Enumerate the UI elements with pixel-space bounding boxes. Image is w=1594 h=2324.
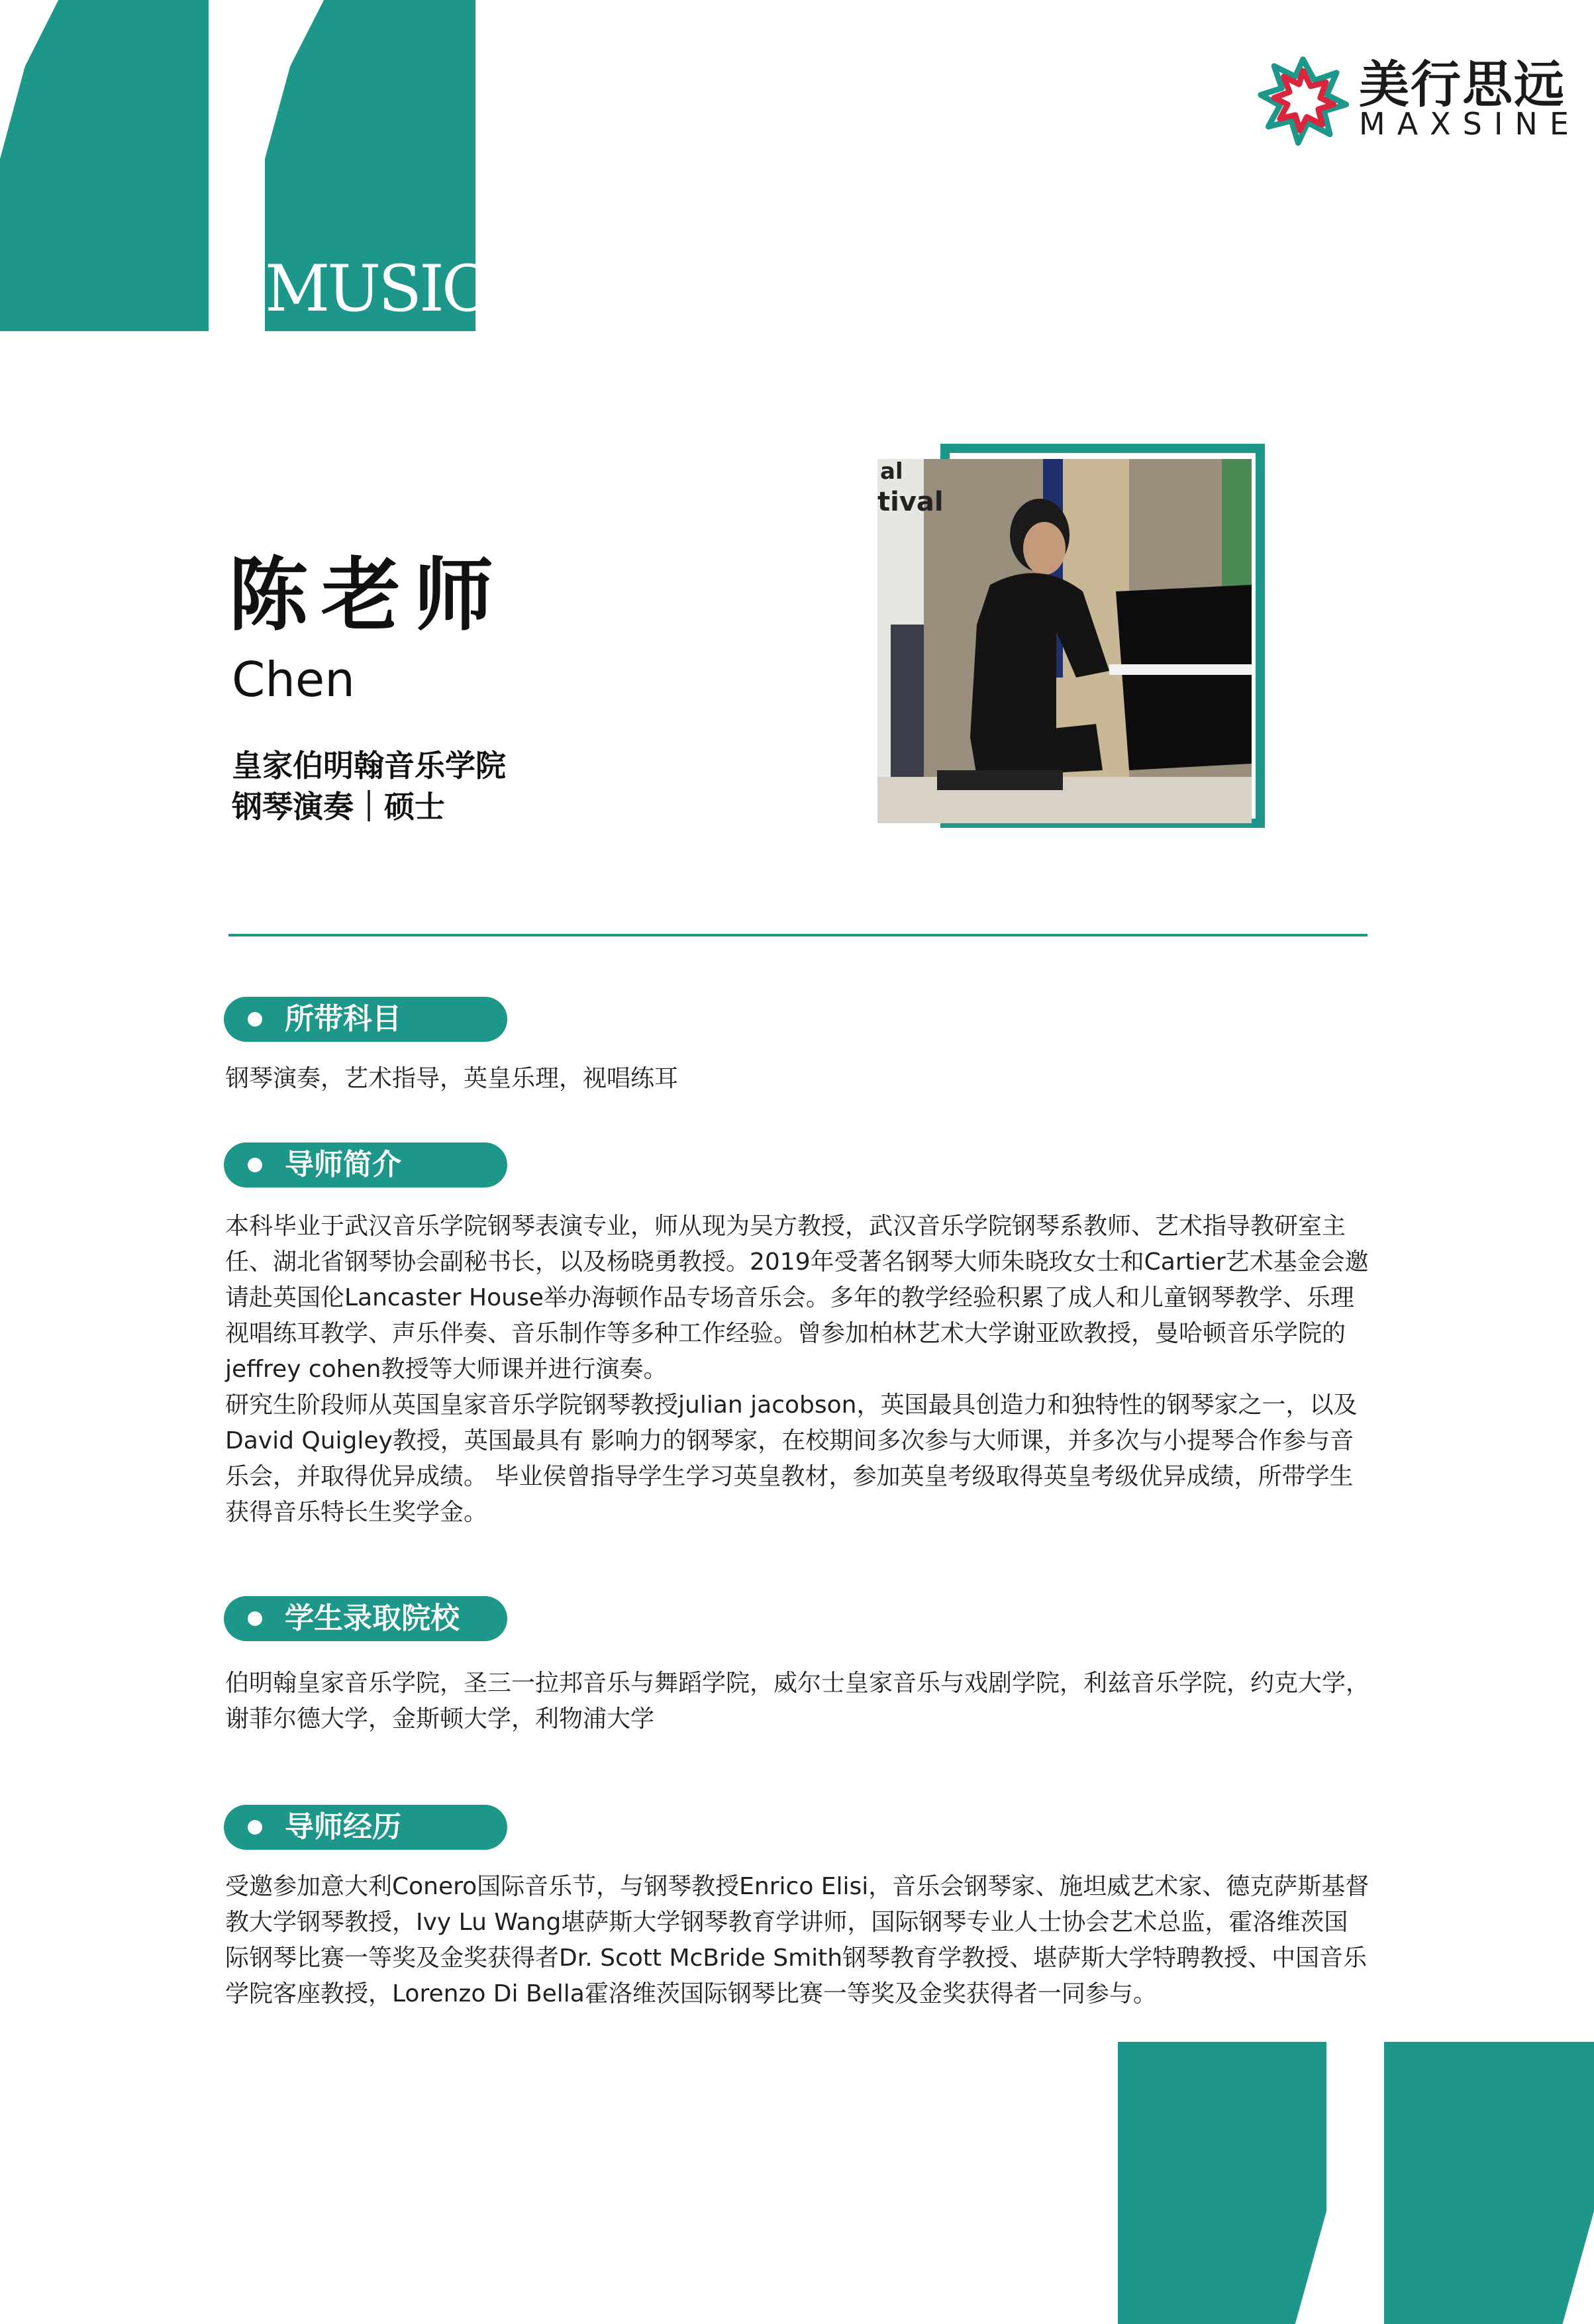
teacher-credentials (232, 745, 506, 827)
section-header-subjects (224, 997, 507, 1042)
quote-mark-right-2 (1384, 2042, 1594, 2324)
section-header-experience (224, 1805, 507, 1850)
photo-caption-line-1: al (880, 459, 903, 485)
teacher-degree: 钢琴演奏｜硕士 (232, 789, 445, 825)
quote-mark-left-1 (0, 0, 209, 331)
quote-mark-right-1 (1118, 2042, 1326, 2324)
teacher-name-en: Chen (232, 652, 355, 707)
section-title: 所带科目 (285, 1002, 401, 1036)
music-label: MUSIC (265, 252, 488, 326)
bullet-dot (248, 1158, 262, 1172)
bullet-dot (248, 1012, 262, 1027)
photo-caption-line-2: tival (877, 487, 944, 517)
teacher-school: 皇家伯明翰音乐学院 (232, 748, 506, 783)
divider-line (228, 934, 1368, 936)
subjects-text: 钢琴演奏，艺术指导，英皇乐理，视唱练耳 (225, 1065, 679, 1092)
section-title: 导师经历 (285, 1810, 401, 1844)
section-title: 学生录取院校 (285, 1601, 460, 1635)
teacher-name-cn: 陈老师 (228, 550, 507, 642)
bullet-dot (248, 1611, 262, 1626)
logo-text-en: MAXSINE (1359, 106, 1581, 142)
section-header-intro (224, 1142, 507, 1187)
pianist-illustration (877, 459, 1252, 823)
experience-text: 受邀参加意大利Conero国际音乐节，与钢琴教授Enrico Elisi，音乐会钢琴家、施坦威艺术家、德克萨斯基督教大学钢琴教授，Ivy Lu Wang堪萨斯大学钢琴教育学讲师，国际钢琴专业人士协会艺术总监，霍洛维茨国际钢琴比赛一等奖及金奖获得者Dr. Scott McBride Smith钢琴教育学教授、堪萨斯大学特聘教授、中国音乐学院客座教授，Lorenzo Di Bella霍洛维茨国际钢琴比赛一等奖及金奖获得者一同参与。 (225, 1873, 1370, 2007)
bullet-dot (248, 1820, 262, 1835)
teacher-photo (877, 459, 1252, 823)
section-header-admissions (224, 1596, 507, 1641)
section-title: 导师简介 (285, 1148, 401, 1182)
maxsine-logo-icon (1255, 52, 1351, 148)
admissions-text: 伯明翰皇家音乐学院，圣三一拉邦音乐与舞蹈学院，威尔士皇家音乐与戏剧学院，利兹音乐学院，约克大学，谢菲尔德大学，金斯顿大学，利物浦大学 (225, 1670, 1370, 1733)
intro-text: 本科毕业于武汉音乐学院钢琴表演专业，师从现为吴方教授，武汉音乐学院钢琴系教师、艺术指导教研室主任、湖北省钢琴协会副秘书长，以及杨晓勇教授。2019年受著名钢琴大师朱晓玫女士和Cartier艺术基金会邀请赴英国伦Lancaster House举办海顿作品专场音乐会。多年的教学经验积累了成人和儿童钢琴教学、乐理视唱练耳教学、声乐伴奏、音乐制作等多种工作经验。曾参加柏林艺术大学谢亚欧教授，曼哈顿音乐学院的jeffrey cohen教授等大师课并进行演奏。 研究生阶段师从英国皇家音乐学院钢琴教授julian jacobson，英国最具创造力和独特性的钢琴家之一，以及David Quigley教授，英国最具有 影响力的钢琴家，在校期间多次参与大师课，并多次与小提琴合作参与音乐会，并取得优异成绩。 毕业侯曾指导学生学习英皇教材，参加英皇考级取得英皇考级优异成绩，所带学生获得音乐特长生奖学金。 (225, 1213, 1369, 1526)
logo-text-cn: 美行思远 (1359, 55, 1566, 114)
